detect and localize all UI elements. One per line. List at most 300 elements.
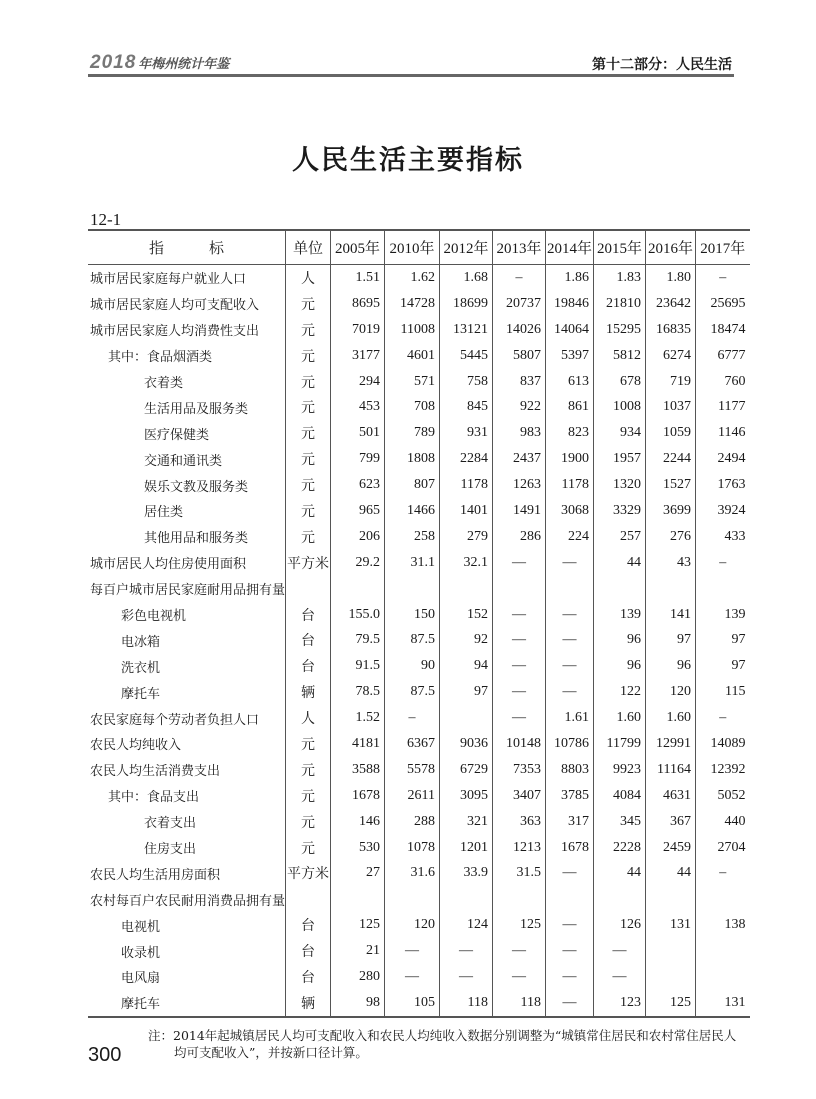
- value-cell: [385, 576, 440, 602]
- unit-cell: 元: [286, 317, 331, 343]
- value-cell: 32.1: [440, 550, 493, 576]
- value-cell: 15295: [594, 317, 646, 343]
- value-cell: 1.60: [594, 705, 646, 731]
- table-row: [88, 835, 750, 861]
- value-cell: 1146: [696, 420, 750, 446]
- value-cell: —: [594, 938, 646, 964]
- value-cell: 288: [385, 809, 440, 835]
- header-unit: 单位: [286, 230, 331, 265]
- table-row: [88, 964, 750, 990]
- indicator-name: 彩色电视机: [121, 609, 187, 625]
- unit-cell: 台: [286, 653, 331, 679]
- value-cell: 2244: [646, 446, 696, 472]
- value-cell: 321: [440, 809, 493, 835]
- unit-cell: 台: [286, 964, 331, 990]
- value-cell: 92: [440, 627, 493, 653]
- table-row: [88, 990, 750, 1017]
- value-cell: –: [696, 550, 750, 576]
- indicator-name: 摩托车: [121, 997, 161, 1013]
- value-cell: 1527: [646, 472, 696, 498]
- value-cell: 3095: [440, 783, 493, 809]
- value-cell: —: [546, 550, 594, 576]
- value-cell: [594, 886, 646, 912]
- value-cell: 25695: [696, 291, 750, 317]
- value-cell: 96: [646, 653, 696, 679]
- value-cell: 1.68: [440, 265, 493, 291]
- value-cell: 79.5: [331, 627, 385, 653]
- unit-cell: 人: [286, 705, 331, 731]
- indicator-name: 居住类: [144, 505, 184, 521]
- value-cell: 150: [385, 602, 440, 628]
- value-cell: 8803: [546, 757, 594, 783]
- footnote-line-2: 均可支配收入”，并按新口径计算。: [174, 1045, 368, 1060]
- table-header-row: [88, 230, 750, 265]
- value-cell: 440: [696, 809, 750, 835]
- value-cell: 5397: [546, 343, 594, 369]
- value-cell: —: [546, 912, 594, 938]
- value-cell: 146: [331, 809, 385, 835]
- indicator-name: 农民人均生活用房面积: [90, 867, 221, 883]
- value-cell: [646, 938, 696, 964]
- value-cell: [546, 886, 594, 912]
- value-cell: 4601: [385, 343, 440, 369]
- value-cell: 21810: [594, 291, 646, 317]
- unit-cell: 元: [286, 343, 331, 369]
- indicator-name: 衣着类: [144, 376, 184, 391]
- value-cell: 280: [331, 964, 385, 990]
- value-cell: 124: [440, 912, 493, 938]
- value-cell: —: [385, 938, 440, 964]
- value-cell: 9923: [594, 757, 646, 783]
- value-cell: [646, 576, 696, 602]
- value-cell: —: [493, 550, 546, 576]
- value-cell: 6274: [646, 343, 696, 369]
- value-cell: [696, 964, 750, 990]
- unit-cell: 元: [286, 524, 331, 550]
- value-cell: 123: [594, 990, 646, 1017]
- footnote-line-1: 注：2014年起城镇居民人均可支配收入和农民人均纯收入数据分别调整为“城镇常住居民和农村常住居民人: [148, 1028, 737, 1043]
- value-cell: 224: [546, 524, 594, 550]
- value-cell: 10786: [546, 731, 594, 757]
- table-row: [88, 343, 750, 369]
- value-cell: —: [440, 938, 493, 964]
- value-cell: —: [546, 679, 594, 705]
- value-cell: 2437: [493, 446, 546, 472]
- value-cell: 33.9: [440, 860, 493, 886]
- header-year: 2012年: [440, 230, 493, 265]
- value-cell: 91.5: [331, 653, 385, 679]
- value-cell: 1491: [493, 498, 546, 524]
- indicator-name: 其他用品和服务类: [144, 531, 249, 547]
- table-row: [88, 472, 750, 498]
- indicator-name: 城市居民人均住房使用面积: [90, 557, 247, 573]
- value-cell: 1178: [546, 472, 594, 498]
- value-cell: 125: [331, 912, 385, 938]
- value-cell: 807: [385, 472, 440, 498]
- value-cell: 3785: [546, 783, 594, 809]
- unit-cell: 元: [286, 809, 331, 835]
- value-cell: —: [493, 627, 546, 653]
- value-cell: 152: [440, 602, 493, 628]
- indicator-name: 农民家庭每个劳动者负担人口: [90, 712, 260, 728]
- value-cell: 3407: [493, 783, 546, 809]
- value-cell: —: [493, 705, 546, 731]
- unit-cell: 辆: [286, 679, 331, 705]
- value-cell: 5807: [493, 343, 546, 369]
- value-cell: 155.0: [331, 602, 385, 628]
- value-cell: 1808: [385, 446, 440, 472]
- value-cell: 2284: [440, 446, 493, 472]
- section-title: 第十二部分：人民生活: [592, 57, 732, 73]
- indicator-name: 洗衣机: [121, 660, 161, 676]
- value-cell: 257: [594, 524, 646, 550]
- header-indicator: 指 标: [88, 230, 286, 265]
- value-cell: [385, 886, 440, 912]
- value-cell: —: [546, 964, 594, 990]
- value-cell: [440, 886, 493, 912]
- value-cell: 1.83: [594, 265, 646, 291]
- value-cell: 18699: [440, 291, 493, 317]
- value-cell: 1037: [646, 394, 696, 420]
- unit-cell: 元: [286, 291, 331, 317]
- table-row: [88, 757, 750, 783]
- indicator-name: 每百户城市居民家庭耐用品拥有量: [90, 583, 286, 599]
- value-cell: 118: [493, 990, 546, 1017]
- table-row: [88, 886, 750, 912]
- value-cell: 10148: [493, 731, 546, 757]
- value-cell: 1.86: [546, 265, 594, 291]
- value-cell: 367: [646, 809, 696, 835]
- value-cell: 8695: [331, 291, 385, 317]
- value-cell: 44: [594, 860, 646, 886]
- value-cell: 3588: [331, 757, 385, 783]
- value-cell: 1213: [493, 835, 546, 861]
- unit-cell: 台: [286, 938, 331, 964]
- value-cell: 294: [331, 369, 385, 395]
- value-cell: 1.80: [646, 265, 696, 291]
- footnote: [148, 1027, 738, 1061]
- value-cell: 5052: [696, 783, 750, 809]
- indicator-name: 其中：食品烟酒类: [108, 350, 213, 366]
- value-cell: –: [493, 265, 546, 291]
- value-cell: 5812: [594, 343, 646, 369]
- value-cell: 2611: [385, 783, 440, 809]
- value-cell: 18474: [696, 317, 750, 343]
- value-cell: 12991: [646, 731, 696, 757]
- value-cell: 286: [493, 524, 546, 550]
- value-cell: 14728: [385, 291, 440, 317]
- value-cell: 23642: [646, 291, 696, 317]
- yearbook-name: 年梅州统计年鉴: [138, 56, 230, 71]
- value-cell: 613: [546, 369, 594, 395]
- value-cell: 6729: [440, 757, 493, 783]
- value-cell: 16835: [646, 317, 696, 343]
- value-cell: 31.5: [493, 860, 546, 886]
- table-row: [88, 576, 750, 602]
- unit-cell: 元: [286, 783, 331, 809]
- unit-cell: [286, 576, 331, 602]
- value-cell: 96: [594, 653, 646, 679]
- value-cell: —: [546, 627, 594, 653]
- value-cell: 758: [440, 369, 493, 395]
- value-cell: 97: [646, 627, 696, 653]
- value-cell: 678: [594, 369, 646, 395]
- indicator-name: 城市居民家庭每户就业人口: [90, 272, 247, 288]
- value-cell: 96: [594, 627, 646, 653]
- unit-cell: 元: [286, 835, 331, 861]
- value-cell: 1078: [385, 835, 440, 861]
- unit-cell: 元: [286, 472, 331, 498]
- table-body: [88, 265, 750, 1017]
- table-row: [88, 912, 750, 938]
- table-row: [88, 369, 750, 395]
- value-cell: 138: [696, 912, 750, 938]
- value-cell: 21: [331, 938, 385, 964]
- unit-cell: 元: [286, 394, 331, 420]
- value-cell: 1177: [696, 394, 750, 420]
- value-cell: 11164: [646, 757, 696, 783]
- value-cell: 1008: [594, 394, 646, 420]
- value-cell: [493, 576, 546, 602]
- value-cell: 1763: [696, 472, 750, 498]
- indicator-name: 城市居民家庭人均消费性支出: [90, 324, 260, 340]
- indicator-name: 电视机: [121, 919, 161, 935]
- value-cell: 97: [696, 627, 750, 653]
- value-cell: 5578: [385, 757, 440, 783]
- value-cell: 11008: [385, 317, 440, 343]
- value-cell: 861: [546, 394, 594, 420]
- value-cell: 1.52: [331, 705, 385, 731]
- value-cell: 845: [440, 394, 493, 420]
- value-cell: 1263: [493, 472, 546, 498]
- table-row: [88, 291, 750, 317]
- value-cell: —: [546, 653, 594, 679]
- header-year: 2014年: [546, 230, 594, 265]
- indicator-name: 农民人均生活消费支出: [90, 764, 221, 780]
- unit-cell: 台: [286, 627, 331, 653]
- value-cell: 105: [385, 990, 440, 1017]
- value-cell: 345: [594, 809, 646, 835]
- unit-cell: [286, 886, 331, 912]
- value-cell: —: [440, 964, 493, 990]
- indicator-name: 衣着支出: [144, 816, 197, 832]
- value-cell: —: [546, 938, 594, 964]
- value-cell: 258: [385, 524, 440, 550]
- unit-cell: 元: [286, 446, 331, 472]
- table-row: [88, 420, 750, 446]
- yearbook-title: [90, 52, 229, 74]
- value-cell: 2228: [594, 835, 646, 861]
- table-row: [88, 809, 750, 835]
- value-cell: [696, 576, 750, 602]
- value-cell: 90: [385, 653, 440, 679]
- value-cell: 1.62: [385, 265, 440, 291]
- value-cell: 931: [440, 420, 493, 446]
- indicator-name: 农民人均纯收入: [90, 738, 182, 754]
- value-cell: 11799: [594, 731, 646, 757]
- value-cell: 2704: [696, 835, 750, 861]
- indicator-name: 医疗保健类: [144, 427, 210, 443]
- value-cell: 837: [493, 369, 546, 395]
- value-cell: —: [493, 602, 546, 628]
- value-cell: 125: [646, 990, 696, 1017]
- value-cell: 1.61: [546, 705, 594, 731]
- value-cell: 27: [331, 860, 385, 886]
- value-cell: 2494: [696, 446, 750, 472]
- header-year: 2016年: [646, 230, 696, 265]
- value-cell: —: [493, 653, 546, 679]
- table-row: [88, 550, 750, 576]
- indicator-name: 其中：食品支出: [108, 790, 200, 806]
- unit-cell: 台: [286, 912, 331, 938]
- value-cell: 1678: [331, 783, 385, 809]
- value-cell: —: [546, 990, 594, 1017]
- value-cell: 44: [594, 550, 646, 576]
- table-row: [88, 653, 750, 679]
- value-cell: 4631: [646, 783, 696, 809]
- value-cell: 1059: [646, 420, 696, 446]
- value-cell: 1.60: [646, 705, 696, 731]
- value-cell: 12392: [696, 757, 750, 783]
- value-cell: 922: [493, 394, 546, 420]
- indicator-name: 生活用品及服务类: [144, 401, 249, 417]
- value-cell: 3329: [594, 498, 646, 524]
- unit-cell: 元: [286, 731, 331, 757]
- value-cell: 7019: [331, 317, 385, 343]
- value-cell: [331, 576, 385, 602]
- table-row: [88, 731, 750, 757]
- value-cell: 3924: [696, 498, 750, 524]
- value-cell: 965: [331, 498, 385, 524]
- unit-cell: 人: [286, 265, 331, 291]
- table-row: [88, 783, 750, 809]
- value-cell: [546, 576, 594, 602]
- value-cell: 94: [440, 653, 493, 679]
- value-cell: —: [546, 860, 594, 886]
- value-cell: 14089: [696, 731, 750, 757]
- value-cell: 118: [440, 990, 493, 1017]
- yearbook-year: 2018: [90, 52, 137, 73]
- value-cell: [696, 886, 750, 912]
- value-cell: 141: [646, 602, 696, 628]
- unit-cell: 平方米: [286, 860, 331, 886]
- value-cell: 29.2: [331, 550, 385, 576]
- value-cell: 78.5: [331, 679, 385, 705]
- table-row: [88, 705, 750, 731]
- value-cell: 120: [646, 679, 696, 705]
- value-cell: 799: [331, 446, 385, 472]
- value-cell: 131: [696, 990, 750, 1017]
- unit-cell: 台: [286, 602, 331, 628]
- value-cell: —: [546, 602, 594, 628]
- table-row: [88, 317, 750, 343]
- value-cell: 9036: [440, 731, 493, 757]
- value-cell: —: [594, 964, 646, 990]
- value-cell: –: [696, 860, 750, 886]
- page-number: 300: [88, 1044, 122, 1066]
- header-year: 2005年: [331, 230, 385, 265]
- indicator-name: 交通和通讯类: [144, 453, 223, 469]
- header-year: 2010年: [385, 230, 440, 265]
- value-cell: 2459: [646, 835, 696, 861]
- value-cell: 13121: [440, 317, 493, 343]
- unit-cell: 辆: [286, 990, 331, 1017]
- value-cell: 1178: [440, 472, 493, 498]
- value-cell: 87.5: [385, 627, 440, 653]
- indicator-name: 摩托车: [121, 686, 161, 702]
- value-cell: —: [493, 964, 546, 990]
- value-cell: 122: [594, 679, 646, 705]
- indicator-name: 电冰箱: [121, 634, 161, 650]
- value-cell: 44: [646, 860, 696, 886]
- value-cell: 6367: [385, 731, 440, 757]
- value-cell: [440, 705, 493, 731]
- indicators-table: [88, 229, 750, 1018]
- value-cell: —: [493, 938, 546, 964]
- value-cell: –: [385, 705, 440, 731]
- value-cell: [646, 964, 696, 990]
- value-cell: 453: [331, 394, 385, 420]
- value-cell: 31.1: [385, 550, 440, 576]
- value-cell: 760: [696, 369, 750, 395]
- value-cell: 4181: [331, 731, 385, 757]
- value-cell: 1678: [546, 835, 594, 861]
- value-cell: 14026: [493, 317, 546, 343]
- table-row: [88, 265, 750, 291]
- value-cell: 317: [546, 809, 594, 835]
- value-cell: 4084: [594, 783, 646, 809]
- value-cell: 14064: [546, 317, 594, 343]
- value-cell: 433: [696, 524, 750, 550]
- value-cell: 279: [440, 524, 493, 550]
- value-cell: 139: [594, 602, 646, 628]
- unit-cell: 元: [286, 420, 331, 446]
- table-row: [88, 446, 750, 472]
- table-number: 12-1: [90, 210, 122, 229]
- value-cell: 98: [331, 990, 385, 1017]
- indicator-name: 电风扇: [121, 971, 161, 987]
- value-cell: 206: [331, 524, 385, 550]
- value-cell: —: [385, 964, 440, 990]
- value-cell: 43: [646, 550, 696, 576]
- value-cell: [646, 886, 696, 912]
- indicator-name: 城市居民家庭人均可支配收入: [90, 298, 260, 314]
- header-year: 2015年: [594, 230, 646, 265]
- value-cell: 1320: [594, 472, 646, 498]
- indicator-name: 住房支出: [144, 842, 197, 858]
- value-cell: 363: [493, 809, 546, 835]
- value-cell: 87.5: [385, 679, 440, 705]
- value-cell: 31.6: [385, 860, 440, 886]
- value-cell: 20737: [493, 291, 546, 317]
- value-cell: 823: [546, 420, 594, 446]
- value-cell: 708: [385, 394, 440, 420]
- value-cell: 1957: [594, 446, 646, 472]
- value-cell: [493, 886, 546, 912]
- table-row: [88, 679, 750, 705]
- unit-cell: 元: [286, 369, 331, 395]
- header-year: 2013年: [493, 230, 546, 265]
- value-cell: 530: [331, 835, 385, 861]
- value-cell: 131: [646, 912, 696, 938]
- value-cell: 97: [696, 653, 750, 679]
- value-cell: 1201: [440, 835, 493, 861]
- value-cell: 120: [385, 912, 440, 938]
- value-cell: 1900: [546, 446, 594, 472]
- table-row: [88, 627, 750, 653]
- value-cell: 3699: [646, 498, 696, 524]
- value-cell: 789: [385, 420, 440, 446]
